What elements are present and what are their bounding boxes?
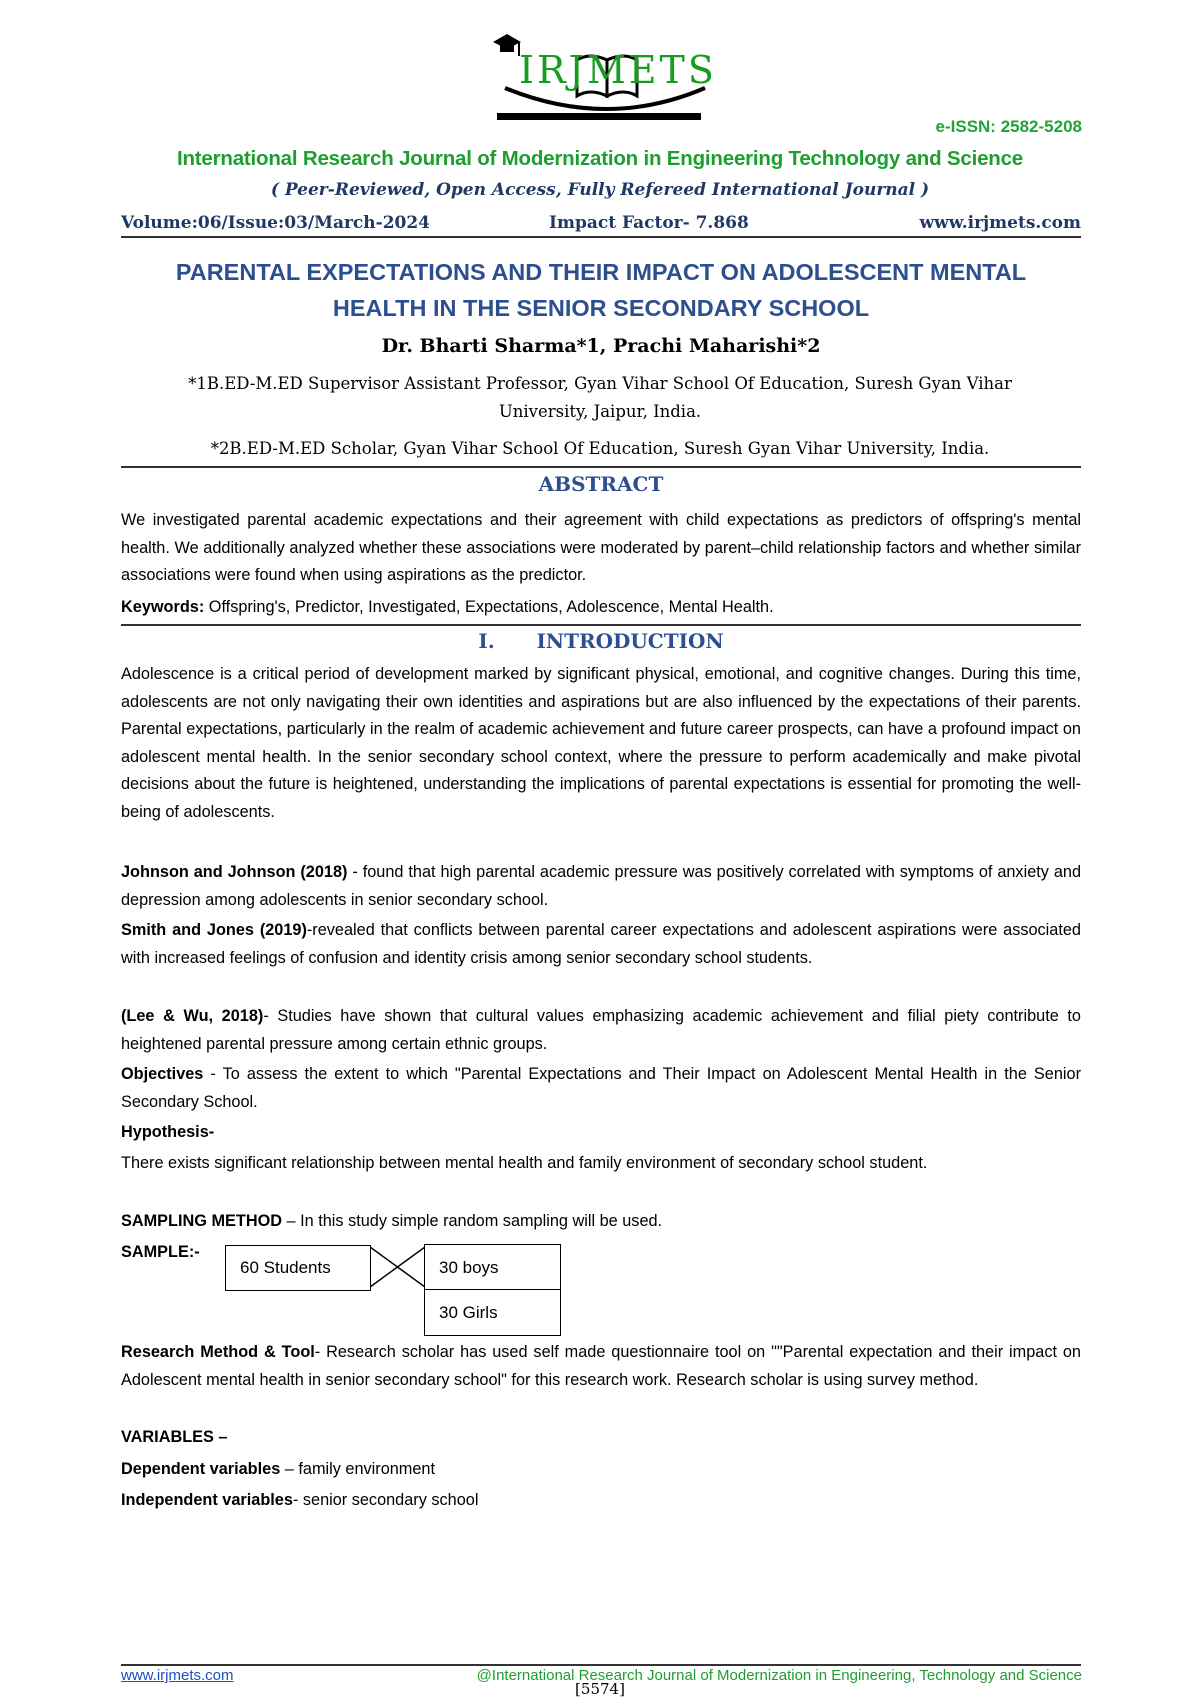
journal-logo <box>485 18 725 126</box>
header-divider <box>121 236 1081 238</box>
research-method: Research Method & Tool- Research scholar has used self made questionnaire tool on ""Parental expectation and their impact on Adolescent mental health in senior secondary school" for this research work. Research scholar is using survey method. <box>121 1343 1081 1389</box>
impact-factor: Impact Factor- 7.868 <box>549 213 749 233</box>
title-line-1: PARENTAL EXPECTATIONS AND THEIR IMPACT ON ADOLESCENT MENTAL <box>175 259 1027 285</box>
affiliation-1-line-2: University, Jaipur, India. <box>498 402 702 421</box>
introduction-heading: I. INTRODUCTION <box>478 629 724 653</box>
affiliation-1 <box>130 370 1070 426</box>
sample-girls-box: 30 Girls <box>424 1289 561 1336</box>
affiliation-2: *2B.ED-M.ED Scholar, Gyan Vihar School Of Education, Suresh Gyan Vihar University, India. <box>210 439 990 458</box>
website-link[interactable]: www.irjmets.com <box>919 213 1081 233</box>
dependent-variables: Dependent variables – family environment <box>121 1460 436 1478</box>
citation-johnson: Johnson and Johnson (2018) - found that high parental academic pressure was positively correlated with symptoms of anxiety and depression among adolescents in senior secondary school. <box>121 863 1081 909</box>
affiliation-divider <box>121 466 1081 468</box>
issn: e-ISSN: 2582-5208 <box>935 117 1082 136</box>
citation-smith: Smith and Jones (2019)-revealed that conflicts between parental career expectations and adolescent aspirations were associated with increased feelings of confusion and identity crisis among senior secondary school students. <box>121 921 1081 967</box>
sample-total-box: 60 Students <box>225 1245 371 1291</box>
variables-label: VARIABLES – <box>121 1428 228 1446</box>
abstract-heading: ABSTRACT <box>538 472 664 496</box>
sample-connector-lines <box>370 1242 425 1292</box>
objectives: Objectives - To assess the extent to which "Parental Expectations and Their Impact on Adolescent Mental Health in the Senior Secondary School. <box>121 1065 1081 1111</box>
abstract-text: We investigated parental academic expectations and their agreement with child expectations as predictors of offspring's mental health. We additionally analyzed whether these associations were moderated by parent–child relationship factors and whether similar associations were found when using aspirations as the predictor. <box>121 511 1081 584</box>
footer-copyright: @International Research Journal of Modernization in Engineering, Technology and Science <box>476 1667 1082 1684</box>
affiliation-1-line-1: *1B.ED-M.ED Supervisor Assistant Professor, Gyan Vihar School Of Education, Suresh Gyan Vihar <box>188 374 1012 393</box>
paper-title <box>121 254 1081 326</box>
citation-lee-wu: (Lee & Wu, 2018)- Studies have shown that cultural values emphasizing academic achievement and filial piety contribute to heightened parental pressure among certain ethnic groups. <box>121 1007 1081 1053</box>
sample-boys-box: 30 boys <box>424 1244 561 1291</box>
page-number: [5574] <box>575 1680 625 1698</box>
volume-issue: Volume:06/Issue:03/March-2024 <box>121 213 431 233</box>
footer-divider <box>121 1664 1081 1666</box>
footer-website-link[interactable]: www.irjmets.com <box>121 1667 234 1684</box>
independent-variables: Independent variables- senior secondary school <box>121 1491 479 1509</box>
intro-paragraph: Adolescence is a critical period of development marked by significant physical, emotional, and cognitive changes. During this time, adolescents are not only navigating their own identities and aspirations but are also influenced by the expectations of their parents. Parental expectations, particularly in the realm of academic achievement and future career prospects, can have a profound impact on adolescent mental health. In the senior secondary school context, where the pressure to perform academically and make pivotal decisions about the future is heightened, understanding the implications of parental expectations is essential for promoting the well-being of adolescents. <box>121 665 1081 821</box>
hypothesis-text: There exists significant relationship between mental health and family environment of secondary school student. <box>121 1154 928 1172</box>
hypothesis-label: Hypothesis- <box>121 1123 215 1141</box>
sample-label: SAMPLE:- <box>121 1243 200 1261</box>
keywords: Keywords: Offspring's, Predictor, Investigated, Expectations, Adolescence, Mental Health. <box>121 598 774 616</box>
journal-subtitle: ( Peer-Reviewed, Open Access, Fully Refereed International Journal ) <box>270 180 930 200</box>
logo-text: IRJMETS <box>519 48 717 92</box>
abstract-divider <box>121 624 1081 626</box>
authors: Dr. Bharti Sharma*1, Prachi Maharishi*2 <box>381 335 821 357</box>
journal-name: International Research Journal of Modernization in Engineering Technology and Science <box>176 147 1024 170</box>
sampling-method: SAMPLING METHOD – In this study simple random sampling will be used. <box>121 1212 663 1230</box>
title-line-2: HEALTH IN THE SENIOR SECONDARY SCHOOL <box>332 295 870 321</box>
